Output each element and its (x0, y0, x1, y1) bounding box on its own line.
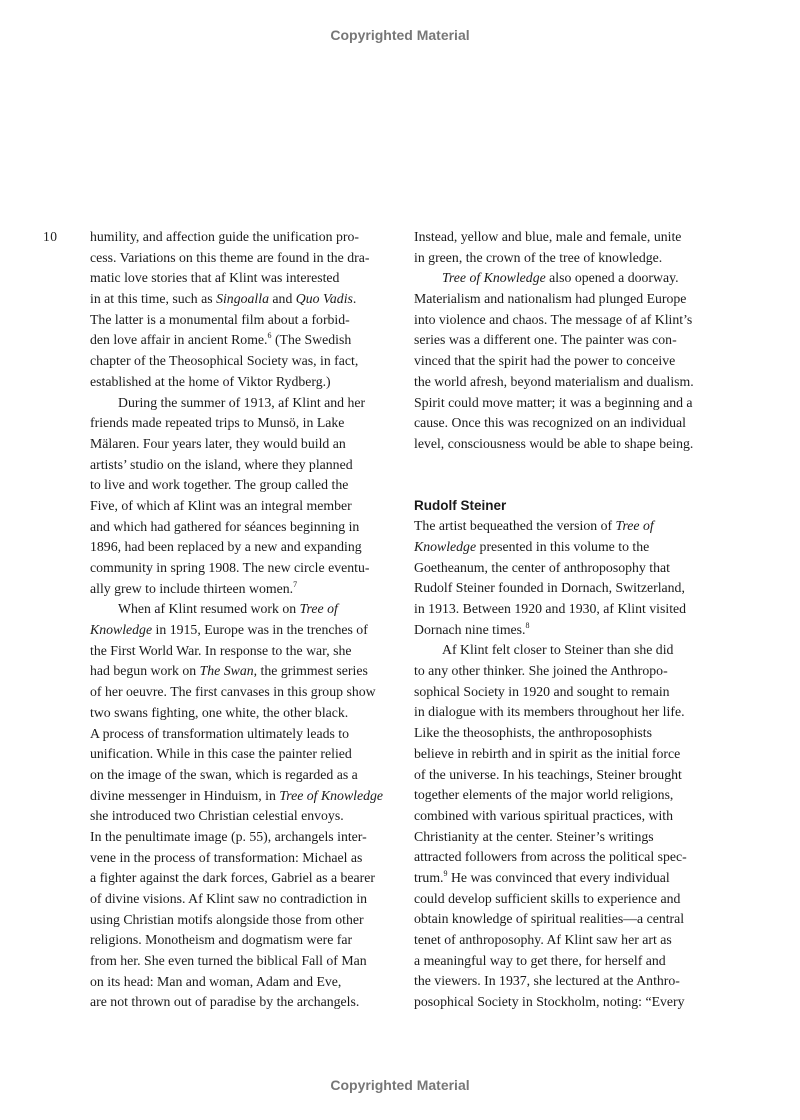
text-line: Tree of Knowledge also opened a doorway. (442, 270, 679, 286)
copyright-banner-top: Copyrighted Material (330, 27, 470, 43)
text-line: attracted followers from across the political spec- (414, 849, 687, 865)
section-heading: Rudolf Steiner (414, 497, 507, 513)
text-line: ally grew to include thirteen women.$^7$ (90, 579, 298, 596)
text-line: the First World War. In response to the war, she (90, 642, 352, 658)
text-line: A process of transformation ultimately leads to (90, 725, 350, 741)
text-line: she introduced two Christian celestial envoys. (90, 808, 344, 824)
text-line: two swans fighting, one white, the other black. (90, 704, 349, 720)
paragraph-group-rudolf-steiner (414, 516, 714, 1013)
text-line: During the summer of 1913, af Klint and her (118, 394, 366, 410)
text-line: Christianity at the center. Steiner’s writings (414, 828, 654, 844)
text-line: Dornach nine times.$^8$ (414, 620, 530, 637)
body-column-left (90, 227, 390, 1013)
text-line: Mälaren. Four years later, they would build an (90, 435, 346, 451)
text-line: cess. Variations on this theme are found in the dra- (90, 249, 370, 265)
text-line: in at this time, such as Singoalla and Quo Vadis. (90, 291, 357, 307)
text-line: chapter of the Theosophical Society was, in fact, (90, 353, 359, 369)
text-line: Spirit could move matter; it was a beginning and a (414, 394, 693, 410)
body-column-right (414, 227, 714, 1013)
text-line: a meaningful way to get there, for herself and (414, 952, 666, 968)
text-line: Knowledge presented in this volume to the (414, 538, 650, 554)
text-line: trum.$^9$ He was convinced that every individual (414, 868, 670, 885)
text-line: into violence and chaos. The message of af Klint’s (414, 311, 693, 327)
text-line: to any other thinker. She joined the Anthropo- (414, 663, 668, 679)
text-line: of the universe. In his teachings, Steiner brought (414, 766, 682, 782)
text-line: unification. While in this case the painter relied (90, 746, 352, 762)
text-line: Materialism and nationalism had plunged Europe (414, 291, 687, 307)
text-line: Five, of which af Klint was an integral member (90, 497, 352, 513)
text-line: had begun work on The Swan, the grimmest series (90, 663, 368, 679)
text-line: of divine visions. Af Klint saw no contradiction in (90, 891, 368, 906)
text-line: vinced that the spirit had the power to conceive (414, 353, 676, 369)
text-line: of her oeuvre. The first canvases in this group show (90, 684, 376, 700)
text-line: in 1913. Between 1920 and 1930, af Klint visited (414, 601, 687, 616)
text-line: The artist bequeathed the version of Tree of (414, 518, 654, 534)
text-line: level, consciousness would be able to shape being. (414, 435, 694, 451)
text-line: in green, the crown of the tree of knowledge. (414, 249, 663, 265)
paragraph-group-tree-of-knowledge (414, 227, 714, 455)
text-line: vene in the process of transformation: Michael as (90, 849, 363, 865)
text-line: believe in rebirth and in spirit as the initial force (414, 745, 681, 761)
text-line: the viewers. In 1937, she lectured at the Anthro- (414, 973, 680, 989)
text-line: humility, and affection guide the unification pro- (90, 229, 359, 244)
page-number: 10 (43, 229, 58, 244)
text-line: Like the theosophists, the anthroposophists (414, 725, 652, 741)
text-line: Rudolf Steiner founded in Dornach, Switzerland, (414, 580, 685, 596)
text-line: Af Klint felt closer to Steiner than she did (442, 642, 674, 658)
text-line: the world afresh, beyond materialism and dualism. (414, 373, 694, 389)
text-line: In the penultimate image (p. 55), archangels inter- (90, 828, 367, 844)
text-line: cause. Once this was recognized on an individual (414, 415, 687, 431)
text-line: religions. Monotheism and dogmatism were far (90, 932, 353, 948)
text-line: 1896, had been replaced by a new and expanding (90, 539, 362, 555)
text-line: friends made repeated trips to Munsö, in Lake (90, 415, 345, 431)
text-line: to live and work together. The group called the (90, 477, 349, 493)
text-line: in dialogue with its members throughout her life. (414, 704, 685, 720)
text-line: Goetheanum, the center of anthroposophy that (414, 559, 670, 575)
text-line: matic love stories that af Klint was interested (90, 270, 340, 286)
text-line: Knowledge in 1915, Europe was in the trenches of (90, 622, 368, 638)
text-line: together elements of the major world religions, (414, 787, 674, 803)
text-line: and which had gathered for séances beginning in (90, 518, 360, 534)
text-line: a fighter against the dark forces, Gabriel as a bearer (90, 870, 375, 886)
text-line: Instead, yellow and blue, male and female, unite (414, 229, 682, 244)
text-line: combined with various spiritual practices, with (414, 807, 674, 823)
text-line: series was a different one. The painter was con- (414, 332, 677, 348)
text-line: obtain knowledge of spiritual realities—a central (414, 911, 685, 927)
text-line: are not thrown out of paradise by the archangels. (90, 994, 360, 1010)
text-line: artists’ studio on the island, where they planned (90, 456, 353, 472)
text-line: When af Klint resumed work on Tree of (118, 601, 338, 617)
text-line: den love affair in ancient Rome.$^6$ (The Swedish (90, 331, 352, 348)
text-line: tenet of anthroposophy. Af Klint saw her art as (414, 932, 672, 947)
text-line: from her. She even turned the biblical Fall of Man (90, 953, 367, 969)
text-line: on the image of the swan, which is regarded as a (90, 766, 358, 782)
text-line: on its head: Man and woman, Adam and Eve, (90, 973, 342, 989)
text-line: could develop sufficient skills to experience and (414, 890, 681, 906)
section-gap (414, 455, 714, 496)
text-line: posophical Society in Stockholm, noting: “Every (414, 994, 685, 1010)
text-line: community in spring 1908. The new circle eventu- (90, 560, 370, 575)
text-line: established at the home of Viktor Rydberg.) (90, 373, 331, 389)
text-line: sophical Society in 1920 and sought to remain (414, 683, 670, 699)
copyright-banner-bottom: Copyrighted Material (330, 1077, 470, 1093)
text-line: using Christian motifs alongside those from other (90, 911, 364, 927)
text-line: divine messenger in Hinduism, in Tree of Knowledge (90, 787, 384, 803)
text-line: The latter is a monumental film about a forbid- (90, 311, 350, 327)
